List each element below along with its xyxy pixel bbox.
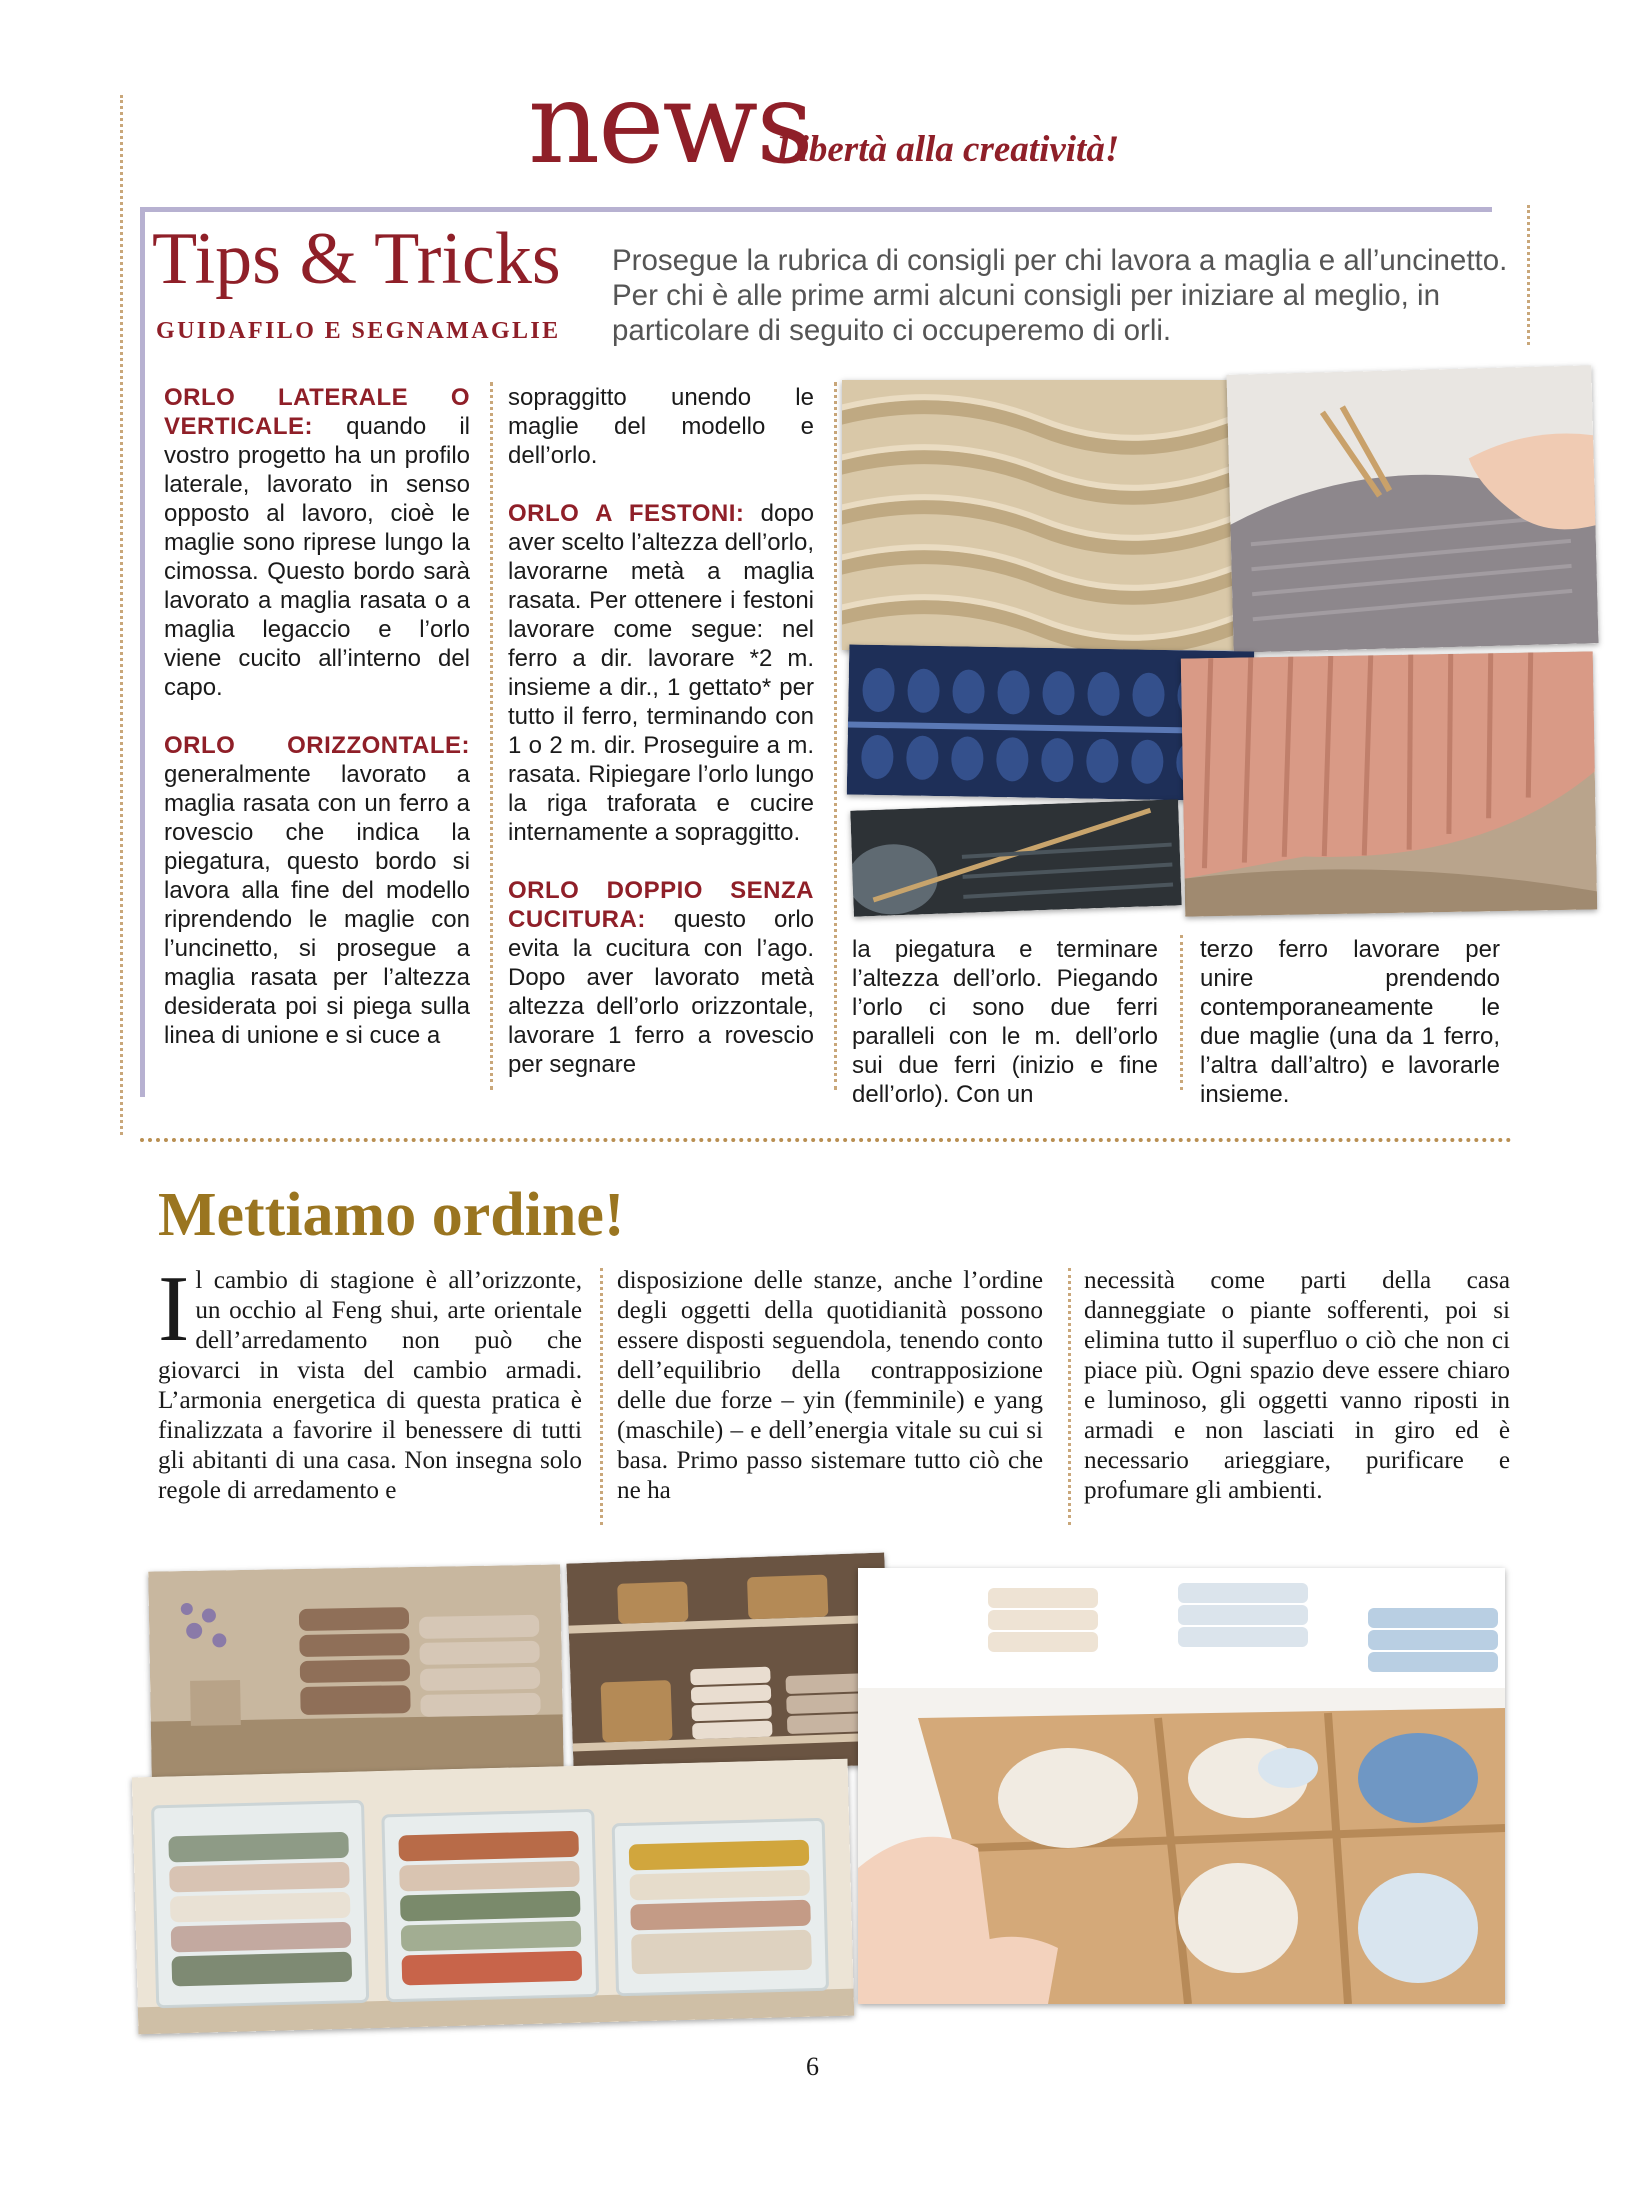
heading-orlo-doppio: ORLO DOPPIO SENZA CUCITURA:	[508, 877, 814, 933]
tips-subtitle: GUIDAFILO E SEGNAMAGLIE	[156, 318, 561, 344]
paragraph	[508, 876, 814, 1079]
tips-title: Tips & Tricks	[152, 218, 561, 300]
pink-ribbed-illustration	[1181, 651, 1597, 916]
drop-cap: I	[158, 1257, 190, 1361]
photo-cream-knit	[842, 380, 1240, 650]
section-title-news: news	[528, 59, 812, 189]
tips-frame-left	[140, 207, 145, 1097]
tips-column-2	[508, 383, 814, 1108]
photo-clear-boxes	[132, 1759, 854, 2035]
grey-knitting-illustration	[1226, 365, 1598, 652]
paragraph	[508, 499, 814, 847]
body-text: quando il vostro progetto ha un profilo laterale, lavorato in senso opposto al lavoro, cioè le maglie sono riprese lungo la cimossa. Questo bordo sarà lavorato a maglia rasata o a maglia legaccio e l’orlo viene cucito all’interno del capo.	[164, 413, 470, 701]
tips-intro: Prosegue la rubrica di consigli per chi lavora a maglia e all’uncinetto. Per chi è alle prime armi alcuni consigli per iniziare al meglio, in particolare di seguito ci occuperemo di orli.	[612, 244, 1508, 347]
shelves-baskets-illustration	[566, 1553, 891, 1776]
drawer-organizer-illustration	[858, 1568, 1505, 2004]
paragraph	[508, 383, 814, 470]
left-dotted-rule	[120, 95, 123, 1135]
heading-orlo-festoni: ORLO A FESTONI:	[508, 500, 745, 527]
body-text: dopo aver scelto l’altezza dell’orlo, lavorarne metà a maglia rasata. Per ottenere i festoni lavorare come segue: nel ferro a dir. lavorare *2 m. insieme a dir., 1 gettato* per tutto il ferro, terminando con 1 o 2 m. dir. Proseguire a m. rasata. Ripiegare l’orlo lungo la riga traforata e cucire internamente a sopraggitto.	[508, 500, 815, 846]
mettiamo-ordine-title: Mettiamo ordine!	[158, 1181, 625, 1249]
cream-knit-illustration	[842, 380, 1240, 650]
section-tagline: Libertà alla creatività!	[776, 129, 1120, 170]
body-text: generalmente lavorato a maglia rasata con un ferro a rovescio che indica la piegatura, questo bordo si lavora alla fine del modello riprendendo le maglie con l’uncinetto, si prosegue a maglia rasata per l’altezza desiderata poi si piega sulla linea di unione e si cuce a	[164, 761, 470, 1049]
ordine-column-3: necessità come parti della casa danneggiate o piante sofferenti, poi si elimina tutto il superfluo o ciò che non ci piace più. Ogni spazio deve essere chiaro e luminoso, gli oggetti vanno riposti in armadi e non lasciati in giro ed è necessario arieggiare, purificare e profumare gli ambienti.	[1084, 1267, 1510, 1504]
body-text: questo orlo evita la cucitura con l’ago. Dopo aver lavorato metà altezza dell’orlo orizzontale, lavorare 1 ferro a rovescio per segnare	[508, 906, 814, 1078]
paragraph	[164, 731, 470, 1050]
page-number: 6	[806, 2052, 819, 2081]
paragraph	[164, 383, 470, 702]
photo-shelves-baskets	[566, 1553, 891, 1776]
photo-pink-ribbed	[1181, 651, 1597, 916]
photo-dark-knitting	[850, 799, 1181, 916]
photo-drawer-organizer	[858, 1568, 1505, 2004]
heading-orlo-laterale: ORLO LATERALE O VERTICALE:	[164, 384, 470, 440]
heading-orlo-orizzontale: ORLO ORIZZONTALE:	[164, 732, 470, 759]
column-rule	[834, 382, 837, 1090]
tips-frame-top	[140, 207, 1492, 212]
folded-sweaters-illustration	[148, 1564, 564, 1786]
column-rule	[1180, 935, 1183, 1090]
ordine-column-2: disposizione delle stanze, anche l’ordine degli oggetti della quotidianità possono essere disposti seguendola, tenendo conto dell’equilibrio della contrapposizione delle due forze – yin (femminile) e yang (maschile) – e dell’energia vitale su cui si basa. Primo passo sistemare tutto ciò che ne ha	[617, 1267, 1043, 1504]
body-text: l cambio di stagione è all’orizzonte, un occhio al Feng shui, arte orientale dell’arredamento non può che giovarci in vista del cambio armadi. L’armonia energetica di questa pratica è finalizzata a favorire il benessere di tutti gli abitanti di una casa. Non insegna solo regole di arredamento e	[158, 1267, 582, 1504]
clear-boxes-illustration	[132, 1759, 854, 2035]
tips-column-4	[1200, 935, 1500, 1138]
photo-grey-knitting-hands	[1226, 365, 1598, 652]
ordine-column-1	[158, 1257, 582, 1506]
section-divider	[140, 1138, 1512, 1142]
right-dotted-rule	[1527, 205, 1530, 345]
column-rule	[600, 1268, 603, 1525]
column-rule	[1068, 1268, 1071, 1525]
dark-knitting-illustration	[850, 799, 1181, 916]
tips-column-3	[852, 935, 1158, 1138]
paragraph: la piegatura e terminare l’altezza dell’orlo. Piegando l’orlo ci sono due ferri paralleli con le m. dell’orlo sui due ferri (inizio e fine dell’orlo). Con un	[852, 936, 1158, 1108]
body-text: sopraggitto unendo le maglie del modello e dell’orlo.	[508, 384, 814, 469]
tips-column-1	[164, 383, 470, 1079]
column-rule	[490, 382, 493, 1090]
photo-folded-sweaters	[148, 1564, 564, 1786]
paragraph: terzo ferro lavorare per unire prendendo contemporaneamente le due maglie (una da 1 ferro, l’altra dall’altro) e lavorarle insieme.	[1200, 936, 1500, 1108]
